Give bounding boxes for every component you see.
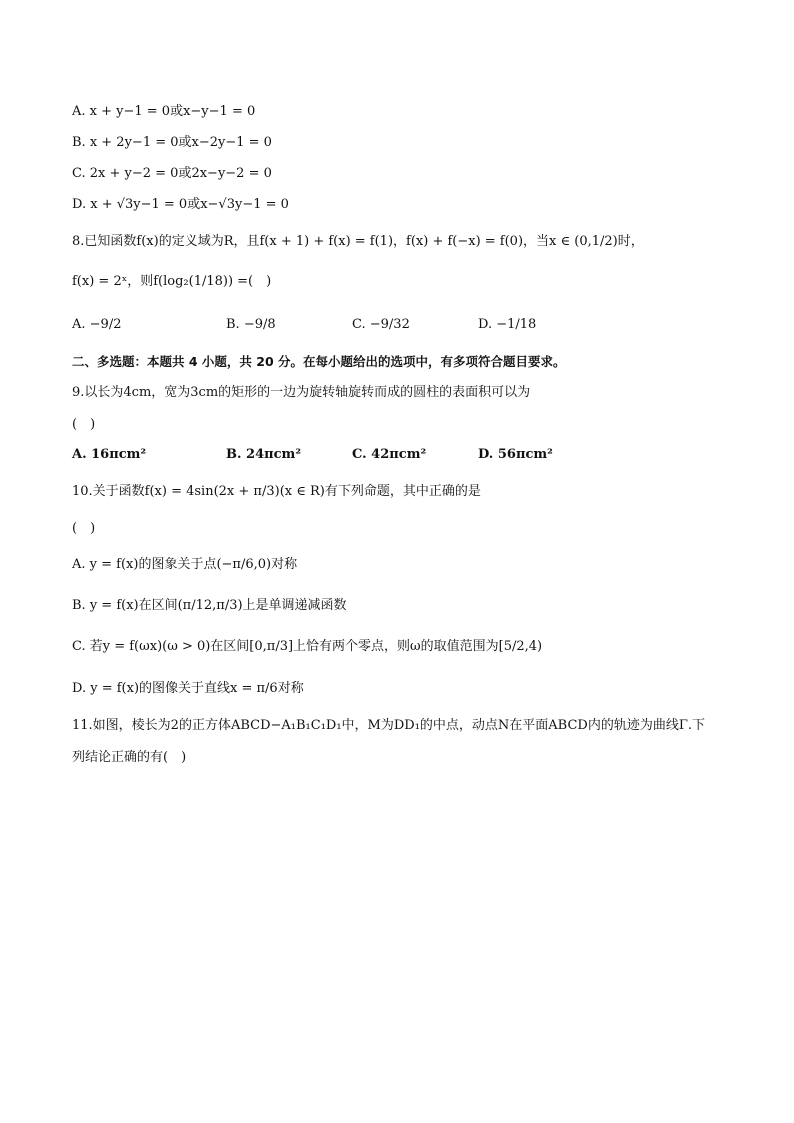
q9-stem: 9.以长为4cm，宽为3cm的矩形的一边为旋转轴旋转而成的圆柱的表面积可以为 <box>72 385 531 400</box>
q9-option-c: C. 42πcm² <box>352 447 427 462</box>
q10-option-b: B. y = f(x)在区间(π/12,π/3)上是单调递减函数 <box>72 598 347 613</box>
q10-option-c: C. 若y = f(ωx)(ω > 0)在区间[0,π/3]上恰有两个零点，则ω的取值范围为[5/2,4) <box>72 639 543 654</box>
q9-option-a: A. 16πcm² <box>72 447 147 462</box>
section-heading-multiple-choice: 二、多选题：本题共 4 小题，共 20 分。在每小题给出的选项中，有多项符合题目要求。 <box>72 354 566 369</box>
q8-option-b: B. −9/8 <box>226 317 276 332</box>
q8-stem-line1: 8.已知函数f(x)的定义域为R，且f(x + 1) + f(x) = f(1)，f(x) + f(−x) = f(0)，当x ∈ (0,1/2)时， <box>72 234 644 249</box>
q7-option-a: A. x + y−1 = 0或x−y−1 = 0 <box>72 104 256 119</box>
q11-stem-line2: 列结论正确的有( ) <box>72 750 187 765</box>
q9-option-d: D. 56πcm² <box>478 447 553 462</box>
q10-stem: 10.关于函数f(x) = 4sin(2x + π/3)(x ∈ R)有下列命题，其中正确的是 <box>72 484 481 499</box>
q10-option-d: D. y = f(x)的图像关于直线x = π/6对称 <box>72 681 304 696</box>
q8-option-c: C. −9/32 <box>352 317 410 332</box>
q7-option-c: C. 2x + y−2 = 0或2x−y−2 = 0 <box>72 166 272 181</box>
q9-option-b: B. 24πcm² <box>226 447 302 462</box>
q8-option-d: D. −1/18 <box>478 317 537 332</box>
q8-stem-line2: f(x) = 2ˣ，则f(log₂(1/18)) =( ) <box>72 274 272 289</box>
q7-option-b: B. x + 2y−1 = 0或x−2y−1 = 0 <box>72 135 272 150</box>
q9-paren: ( ) <box>72 417 96 432</box>
q11-stem-line1: 11.如图，棱长为2的正方体ABCD−A₁B₁C₁D₁中，M为DD₁的中点，动点N在平面ABCD内的轨迹为曲线Γ.下 <box>72 718 705 733</box>
q7-option-d: D. x + √3y−1 = 0或x−√3y−1 = 0 <box>72 197 289 212</box>
q10-paren: ( ) <box>72 521 96 536</box>
q10-option-a: A. y = f(x)的图象关于点(−π/6,0)对称 <box>72 557 298 572</box>
q8-option-a: A. −9/2 <box>72 317 122 332</box>
